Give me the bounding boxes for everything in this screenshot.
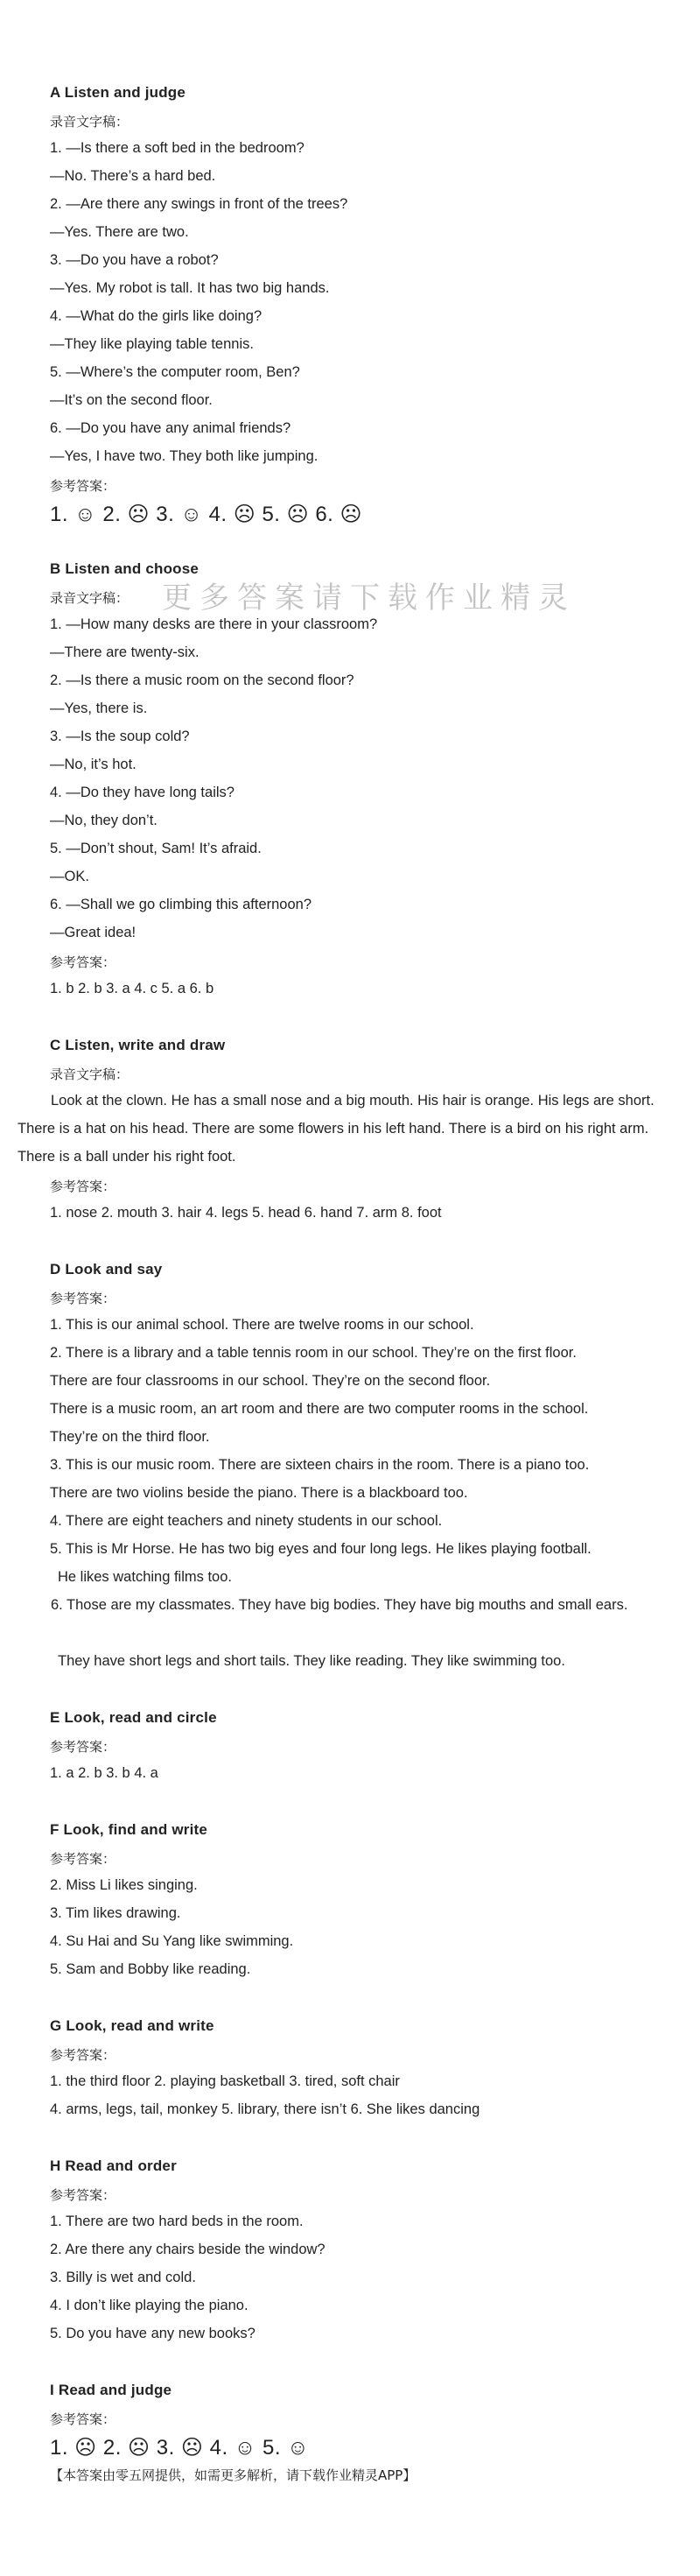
answer-line: 1. ☹ 2. ☹ 3. ☹ 4. ☺ 5. ☺: [50, 2436, 310, 2460]
transcript-line: —No. There’s a hard bed.: [50, 168, 216, 184]
section-c-title: C Listen, write and draw: [50, 1037, 226, 1053]
answer-label: 参考答案：: [50, 1291, 116, 1306]
answer-line: 4. There are eight teachers and ninety students in our school.: [50, 1513, 443, 1529]
answer-line: 2. Miss Li likes singing.: [50, 1877, 198, 1893]
section-h-title: H Read and order: [50, 2157, 177, 2174]
answer-line: 5. This is Mr Horse. He has two big eyes and four long legs. He likes playing football.: [50, 1541, 592, 1557]
transcript-line: —Yes, there is.: [50, 700, 148, 716]
transcript-line: 3. —Do you have a robot?: [50, 252, 219, 268]
answer-line: 2. Are there any chairs beside the window?: [50, 2242, 326, 2257]
answer-line: 1. b 2. b 3. a 4. c 5. a 6. b: [50, 981, 214, 996]
transcript-line: 5. —Where’s the computer room, Ben?: [50, 364, 300, 380]
answer-label: 参考答案：: [50, 2187, 116, 2203]
section-g-title: G Look, read and write: [50, 2017, 214, 2034]
answer-line: 5. Sam and Bobby like reading.: [50, 1961, 251, 1977]
answer-label: 参考答案：: [50, 2411, 116, 2427]
answer-label: 参考答案：: [50, 1851, 116, 1867]
section-e-title: E Look, read and circle: [50, 1709, 217, 1726]
transcript-line: 1. —How many desks are there in your classroom?: [50, 616, 378, 632]
answer-paragraph: 6. Those are my classmates. They have big bodies. They have big mouths and small ears.: [51, 1597, 628, 1613]
transcript-line: 6. —Shall we go climbing this afternoon?: [50, 897, 312, 912]
transcript-line: 2. —Are there any swings in front of the trees?: [50, 196, 348, 212]
answer-line: They have short legs and short tails. They like reading. They like swimming too.: [58, 1653, 565, 1669]
transcript-line: —Great idea!: [50, 925, 136, 940]
transcript-line: 4. —What do the girls like doing?: [50, 308, 262, 324]
answer-label: 参考答案：: [50, 1179, 116, 1194]
transcript-label: 录音文字稿：: [50, 114, 130, 130]
transcript-line: —No, they don’t.: [50, 813, 158, 828]
answer-line: There is a music room, an art room and there are two computer rooms in the school.: [50, 1401, 589, 1417]
transcript-label: 录音文字稿：: [50, 590, 130, 606]
section-f-title: F Look, find and write: [50, 1821, 208, 1838]
answer-line: 2. There is a library and a table tennis room in our school. They’re on the first floor.: [50, 1345, 577, 1361]
watermark: 更多答案请下载作业精灵: [162, 581, 576, 616]
answer-label: 参考答案：: [50, 2047, 116, 2063]
answer-label: 参考答案：: [50, 1739, 116, 1755]
answer-line: 3. This is our music room. There are sixteen chairs in the room. There is a piano too.: [50, 1457, 590, 1473]
transcript-line: 4. —Do they have long tails?: [50, 785, 234, 800]
answer-line: 1. There are two hard beds in the room.: [50, 2214, 304, 2229]
transcript-paragraph: Look at the clown. He has a small nose and a big mouth. His hair is orange. His legs are short. There is a hat on his head. There are some flowers in his left hand. There is a bird on his right arm. There is a ball under his right foot.: [18, 1093, 654, 1165]
answer-line: 4. I don’t like playing the piano.: [50, 2298, 248, 2313]
transcript-line: 5. —Don’t shout, Sam! It’s afraid.: [50, 841, 262, 856]
transcript-line: —Yes. My robot is tall. It has two big hands.: [50, 280, 330, 296]
answer-line: 1. This is our animal school. There are twelve rooms in our school.: [50, 1317, 474, 1333]
transcript-line: —There are twenty-six.: [50, 644, 200, 660]
transcript-line: —Yes, I have two. They both like jumping.: [50, 448, 318, 464]
transcript-line: 2. —Is there a music room on the second floor?: [50, 672, 354, 688]
answer-label: 参考答案：: [50, 478, 116, 494]
answer-line: 4. arms, legs, tail, monkey 5. library, there isn’t 6. She likes dancing: [50, 2101, 480, 2117]
transcript-line: —It’s on the second floor.: [50, 392, 213, 408]
answer-line: 3. Billy is wet and cold.: [50, 2270, 196, 2285]
answer-line: They’re on the third floor.: [50, 1429, 210, 1445]
answer-line: 1. a 2. b 3. b 4. a: [50, 1765, 158, 1781]
answer-label: 参考答案：: [50, 954, 116, 970]
transcript-line: —OK.: [50, 869, 89, 884]
section-b-title: B Listen and choose: [50, 560, 200, 577]
transcript-line: —No, it’s hot.: [50, 757, 136, 772]
answer-line: 1. nose 2. mouth 3. hair 4. legs 5. head 6. hand 7. arm 8. foot: [50, 1205, 442, 1221]
answer-line: 4. Su Hai and Su Yang like swimming.: [50, 1933, 294, 1949]
answer-line: There are two violins beside the piano. There is a blackboard too.: [50, 1485, 468, 1501]
answer-line: He likes watching films too.: [58, 1569, 232, 1585]
section-a-title: A Listen and judge: [50, 84, 186, 101]
transcript-line: 3. —Is the soup cold?: [50, 728, 190, 744]
footer-note: 【本答案由零五网提供，如需更多解析，请下载作业精灵APP】: [50, 2467, 416, 2483]
section-d-title: D Look and say: [50, 1261, 163, 1277]
answer-line: 5. Do you have any new books?: [50, 2326, 256, 2341]
answer-line: 3. Tim likes drawing.: [50, 1905, 181, 1921]
answer-line: 1. the third floor 2. playing basketball 3. tired, soft chair: [50, 2073, 400, 2089]
transcript-line: —They like playing table tennis.: [50, 336, 254, 352]
transcript-line: 1. —Is there a soft bed in the bedroom?: [50, 140, 304, 156]
transcript-line: 6. —Do you have any animal friends?: [50, 420, 291, 436]
answer-line: There are four classrooms in our school. They’re on the second floor.: [50, 1373, 491, 1389]
transcript-line: —Yes. There are two.: [50, 224, 189, 240]
transcript-label: 录音文字稿：: [50, 1066, 130, 1082]
answer-line: 1. ☺ 2. ☹ 3. ☺ 4. ☹ 5. ☹ 6. ☹: [50, 503, 363, 526]
section-i-title: I Read and judge: [50, 2382, 172, 2398]
